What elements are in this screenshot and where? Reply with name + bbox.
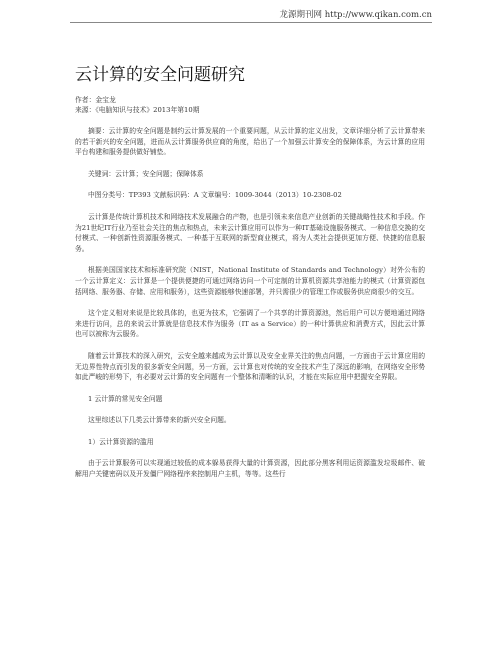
body-paragraph: 根据美国国家技术和标准研究院（NIST，National Institute of Standards and Technology）对外公布的一个云计算定义：云计算是一个提供便捷的可通过网络访问一个可定制的计算机资源共享池能力的模式（计算资源包括网络、服务器、存储、应用和服务），这些资源能够快速部署，并只需很少的管理工作或服务供应商很少的交互。 [75, 266, 425, 296]
header-divider [70, 22, 432, 23]
body-paragraph: 随着云计算技术的深入研究，云安全越来越成为云计算以及安全业界关注的焦点问题，一方面由于云计算应用的无边界性特点而引发的很多新安全问题，另一方面，云计算也对传统的安全技术产生了深远的影响，在网络安全形势如此严峻的形势下，有必要对云计算的安全问题有一个整体和清晰的认识，才能在实际应用中把握安全界限。 [75, 351, 425, 382]
author-line: 作者：金宝龙 [75, 96, 116, 104]
body-paragraph: 由于云计算服务可以实现通过较低的成本躲易获得大量的计算资源，因此部分黑客利用运资源滥发垃圾邮件、破解用户关键密码以及开发僵尸网络程序来控制用户主机，等等。这些行 [75, 459, 425, 479]
abstract-paragraph: 摘要：云计算的安全问题是制约云计算发展的一个重要问题，从云计算的定义出发，文章详细分析了云计算带来的若干新兴的安全问题，进而从云计算服务供应商的角度，给出了一个加强云计算安全的保障体系，为云计算的应用平台构建和服务提供做好铺垫。 [75, 127, 425, 157]
body-paragraph: 这里综述以下几类云计算带来的新兴安全问题。 [88, 416, 231, 425]
article-title: 云计算的安全问题研究 [75, 65, 245, 85]
article-meta [75, 95, 425, 115]
site-header: 龙源期刊网 http://www.qikan.com.cn [279, 10, 432, 20]
classification-paragraph: 中图分类号：TP393 文献标识码：A 文章编号：1009-3044（2013）10-2308-02 [88, 191, 342, 200]
keywords-paragraph: 关键词：云计算；安全问题；保障体系 [88, 169, 204, 178]
section-heading: 1 云计算的常见安全问题 [88, 394, 163, 403]
article-body [75, 60, 425, 491]
source-line: 来源：《电脑知识与技术》2013年第10期 [75, 106, 200, 114]
body-paragraph: 这个定义相对来说是比较具体的，也更为技术，它强调了一个共享的计算资源池，然后用户可以方便地通过网络来进行访问，总的来说云计算就是信息技术作为服务（IT as a Service）的一种计算供应和消费方式，因此云计算也可以被称为云服务。 [75, 309, 425, 339]
subsection-heading: 1）云计算资源的滥用 [88, 437, 154, 446]
body-paragraph: 云计算是传统计算机技术和网络技术发展融合的产物，也是引领未来信息产业创新的关键战略性技术和手段。作为21世纪IT行业乃至社会关注的焦点和热点，未来云计算应用可以作为一种IT基础设施服务模式、一种信息交换的交付模式、一种创新性资源服务模式、一种基于互联网的新型商业模式，将为人类社会提供更加方便、快捷的信息服务。 [75, 212, 425, 253]
